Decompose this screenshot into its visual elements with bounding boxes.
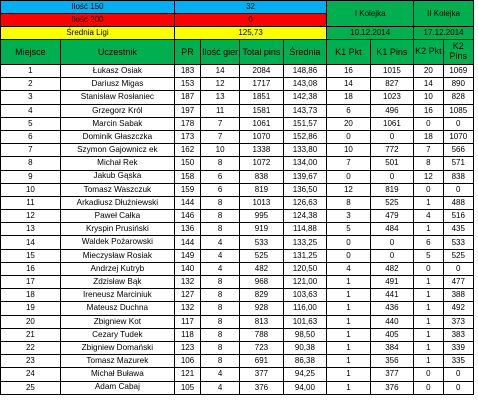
k1-points-cell: 14 [327,78,370,91]
participant-cell: Dominik Głaszczka [60,130,174,143]
k1-points-cell: 1 [327,355,370,368]
total-pins-cell: 1717 [240,78,283,91]
place-cell: 21 [1,328,61,341]
col-header-k1-pins: K1 Pins [370,40,413,65]
k2-points-cell: 20 [414,65,443,78]
table-row [1,249,474,262]
total-pins-cell: 788 [240,328,283,341]
place-cell: 17 [1,276,61,289]
pr-cell: 132 [174,276,200,289]
k1-points-cell: 1 [327,381,370,394]
place-cell: 4 [1,104,61,117]
average-cell: 143,08 [283,78,327,91]
table-row [1,341,474,354]
participant-cell: Mateusz Duchna [60,302,174,315]
total-pins-cell: 995 [240,210,283,223]
total-pins-cell: 829 [240,289,283,302]
k2-points-cell: 12 [414,170,443,183]
average-cell: 148,86 [283,65,327,78]
total-pins-cell: 838 [240,170,283,183]
games-cell: 4 [201,368,240,381]
k1-points-cell: 1 [327,302,370,315]
col-header-k1-points: K1 Pkt [327,40,370,65]
k1-pins-cell: 491 [370,276,413,289]
k1-pins-cell: 819 [370,183,413,196]
average-cell: 114,88 [283,223,327,236]
average-cell: 136,50 [283,183,327,196]
k2-pins-cell: 383 [443,328,474,341]
k2-pins-cell: 0 [443,381,474,394]
k1-pins-cell: 484 [370,223,413,236]
k2-points-cell: 1 [414,341,443,354]
total-pins-cell: 376 [240,381,283,394]
k2-points-cell: 0 [414,368,443,381]
k1-points-cell: 0 [327,249,370,262]
k2-points-cell: 1 [414,302,443,315]
pr-cell: 187 [174,91,200,104]
total-pins-cell: 1070 [240,130,283,143]
average-cell: 143,73 [283,104,327,117]
pr-cell: 140 [174,262,200,275]
table-row [1,223,474,236]
k2-pins-cell: 525 [443,249,474,262]
place-cell: 11 [1,196,61,209]
col-header-total-pins: Total pins [240,40,283,65]
games-cell: 8 [201,289,240,302]
games-cell: 8 [201,302,240,315]
k1-points-cell: 18 [327,91,370,104]
games-cell: 4 [201,381,240,394]
k1-points-cell: 1 [327,289,370,302]
col-header-place: Miejsce [1,40,61,65]
games-cell: 14 [201,65,240,78]
place-cell: 10 [1,183,61,196]
round-2-date: 17.12.2014 [414,27,474,40]
games-cell: 10 [201,144,240,157]
k1-pins-cell: 377 [370,368,413,381]
k2-pins-cell: 1070 [443,130,474,143]
table-row [1,91,474,104]
average-cell: 116,00 [283,302,327,315]
place-cell: 18 [1,289,61,302]
participant-cell: Zdzisław Bąk [60,276,174,289]
k2-pins-cell: 0 [443,183,474,196]
participant-cell: Zbigniew Kot [60,315,174,328]
total-pins-cell: 813 [240,315,283,328]
total-pins-cell: 1851 [240,91,283,104]
pr-cell: 150 [174,157,200,170]
league-average-label: Średnia Ligi [1,27,175,40]
k2-points-cell: 1 [414,315,443,328]
k2-pins-cell: 0 [443,262,474,275]
k1-pins-cell: 356 [370,355,413,368]
col-header-games: Ilość gier [201,40,240,65]
k2-points-cell: 1 [414,328,443,341]
round-2-title: II Kolejka [414,1,474,27]
k1-pins-cell: 376 [370,381,413,394]
games-cell: 12 [201,78,240,91]
total-pins-cell: 819 [240,183,283,196]
k2-pins-cell: 477 [443,276,474,289]
k1-points-cell: 0 [327,236,370,249]
k1-points-cell: 4 [327,262,370,275]
count-200-value: 0 [174,14,326,27]
k1-points-cell: 1 [327,315,370,328]
average-cell: 124,38 [283,210,327,223]
k2-pins-cell: 388 [443,289,474,302]
k1-pins-cell: 482 [370,262,413,275]
pr-cell: 162 [174,144,200,157]
average-cell: 120,50 [283,262,327,275]
k1-pins-cell: 1015 [370,65,413,78]
place-cell: 19 [1,302,61,315]
pr-cell: 159 [174,183,200,196]
games-cell: 11 [201,104,240,117]
games-cell: 8 [201,341,240,354]
pr-cell: 146 [174,210,200,223]
average-cell: 152,86 [283,130,327,143]
k1-pins-cell: 827 [370,78,413,91]
k2-pins-cell: 571 [443,157,474,170]
total-pins-cell: 723 [240,341,283,354]
k1-pins-cell: 525 [370,196,413,209]
average-cell: 103,63 [283,289,327,302]
k2-pins-cell: 335 [443,355,474,368]
k1-pins-cell: 384 [370,341,413,354]
k1-pins-cell: 440 [370,315,413,328]
k1-pins-cell: 0 [370,130,413,143]
k2-points-cell: 10 [414,91,443,104]
average-cell: 94,25 [283,368,327,381]
k1-points-cell: 1 [327,328,370,341]
k1-pins-cell: 436 [370,302,413,315]
place-cell: 8 [1,157,61,170]
k1-points-cell: 5 [327,223,370,236]
k1-pins-cell: 772 [370,144,413,157]
league-average-value: 125,73 [174,27,326,40]
k1-points-cell: 1 [327,276,370,289]
participant-cell: Michał Rek [60,157,174,170]
pr-cell: 136 [174,223,200,236]
games-cell: 8 [201,157,240,170]
table-row [1,328,474,341]
total-pins-cell: 1338 [240,144,283,157]
k2-points-cell: 1 [414,276,443,289]
col-header-k2-points: K2 Pkt [414,40,443,65]
place-cell: 7 [1,144,61,157]
table-row [1,289,474,302]
k2-points-cell: 16 [414,104,443,117]
col-header-participant: Uczestnik [60,40,174,65]
participant-cell: Adam Cabaj [60,381,174,394]
participant-cell: Kryspin Prusiński [60,223,174,236]
average-cell: 142,38 [283,91,327,104]
place-cell: 9 [1,170,61,183]
place-cell: 16 [1,262,61,275]
pr-cell: 118 [174,328,200,341]
pr-cell: 127 [174,289,200,302]
participant-cell: Dariusz Migas [60,78,174,91]
k1-points-cell: 10 [327,144,370,157]
k2-points-cell: 6 [414,236,443,249]
participant-cell: Waldek Pożarowski [60,236,174,249]
participant-cell: Łukasz Osiak [60,65,174,78]
games-cell: 6 [201,170,240,183]
games-cell: 7 [201,117,240,130]
games-cell: 4 [201,249,240,262]
average-cell: 101,63 [283,315,327,328]
col-header-average: Średnia [283,40,327,65]
participant-cell: Tomasz Waszczuk [60,183,174,196]
k2-pins-cell: 0 [443,117,474,130]
table-row [1,117,474,130]
table-row [1,276,474,289]
total-pins-cell: 377 [240,368,283,381]
table-row [1,236,474,249]
place-cell: 20 [1,315,61,328]
place-cell: 24 [1,368,61,381]
table-row [1,170,474,183]
average-cell: 134,00 [283,157,327,170]
total-pins-cell: 1072 [240,157,283,170]
total-pins-cell: 691 [240,355,283,368]
k2-pins-cell: 890 [443,78,474,91]
k1-pins-cell: 496 [370,104,413,117]
participant-cell: Zbigniew Domański [60,341,174,354]
table-row [1,315,474,328]
k2-pins-cell: 492 [443,302,474,315]
average-cell: 139,67 [283,170,327,183]
k1-pins-cell: 0 [370,170,413,183]
k2-pins-cell: 1069 [443,65,474,78]
pr-cell: 117 [174,315,200,328]
table-row [1,368,474,381]
games-cell: 4 [201,236,240,249]
k2-pins-cell: 339 [443,341,474,354]
k2-points-cell: 1 [414,289,443,302]
table-row [1,196,474,209]
k2-points-cell: 1 [414,223,443,236]
table-row [1,355,474,368]
k2-pins-cell: 488 [443,196,474,209]
games-cell: 8 [201,196,240,209]
games-cell: 13 [201,91,240,104]
k1-points-cell: 8 [327,196,370,209]
place-cell: 6 [1,130,61,143]
k1-points-cell: 1 [327,341,370,354]
k2-points-cell: 5 [414,249,443,262]
k2-points-cell: 0 [414,117,443,130]
games-cell: 6 [201,183,240,196]
total-pins-cell: 525 [240,249,283,262]
k1-pins-cell: 405 [370,328,413,341]
k1-pins-cell: 501 [370,157,413,170]
average-cell: 151,57 [283,117,327,130]
count-150-value: 32 [174,1,326,14]
k1-points-cell: 1 [327,368,370,381]
participant-cell: Stanisław Rosłaniec [60,91,174,104]
total-pins-cell: 968 [240,276,283,289]
k2-points-cell: 14 [414,78,443,91]
k1-points-cell: 3 [327,210,370,223]
count-150-label: Ilość 150 [1,1,175,14]
participant-cell: Andrzej Kutryb [60,262,174,275]
pr-cell: 178 [174,117,200,130]
pr-cell: 105 [174,381,200,394]
k1-points-cell: 16 [327,65,370,78]
average-cell: 126,63 [283,196,327,209]
total-pins-cell: 1061 [240,117,283,130]
pr-cell: 106 [174,355,200,368]
k2-pins-cell: 373 [443,315,474,328]
average-cell: 133,80 [283,144,327,157]
total-pins-cell: 482 [240,262,283,275]
k2-pins-cell: 828 [443,91,474,104]
k1-pins-cell: 441 [370,289,413,302]
table-row [1,183,474,196]
games-cell: 8 [201,276,240,289]
k2-pins-cell: 516 [443,210,474,223]
k2-pins-cell: 566 [443,144,474,157]
k2-pins-cell: 1085 [443,104,474,117]
participant-cell: Michał Buława [60,368,174,381]
place-cell: 3 [1,91,61,104]
pr-cell: 144 [174,196,200,209]
k2-points-cell: 0 [414,262,443,275]
col-header-pr: PR [174,40,200,65]
table-row [1,104,474,117]
k1-pins-cell: 1061 [370,117,413,130]
k2-pins-cell: 533 [443,236,474,249]
average-cell: 98,50 [283,328,327,341]
place-cell: 12 [1,210,61,223]
games-cell: 8 [201,210,240,223]
games-cell: 8 [201,223,240,236]
pr-cell: 158 [174,170,200,183]
k1-points-cell: 20 [327,117,370,130]
pr-cell: 153 [174,78,200,91]
col-header-k2-pins: K2 Pins [443,40,474,65]
average-cell: 94,00 [283,381,327,394]
pr-cell: 132 [174,302,200,315]
k2-points-cell: 1 [414,196,443,209]
table-row [1,157,474,170]
total-pins-cell: 1581 [240,104,283,117]
games-cell: 8 [201,315,240,328]
place-cell: 22 [1,341,61,354]
round-1-date: 10.12.2014 [327,27,414,40]
k2-points-cell: 1 [414,355,443,368]
round-1-title: I Kolejka [327,1,414,27]
k2-pins-cell: 0 [443,368,474,381]
pr-cell: 121 [174,368,200,381]
k1-points-cell: 0 [327,170,370,183]
pr-cell: 123 [174,341,200,354]
place-cell: 15 [1,249,61,262]
place-cell: 13 [1,223,61,236]
participant-cell: Paweł Całka [60,210,174,223]
table-row [1,381,474,394]
average-cell: 121,00 [283,276,327,289]
k1-pins-cell: 1023 [370,91,413,104]
k1-points-cell: 12 [327,183,370,196]
total-pins-cell: 533 [240,236,283,249]
count-200-label: Ilość 200 [1,14,175,27]
place-cell: 2 [1,78,61,91]
k1-points-cell: 0 [327,130,370,143]
average-cell: 90,38 [283,341,327,354]
k1-pins-cell: 0 [370,236,413,249]
k2-points-cell: 18 [414,130,443,143]
participant-cell: Szymon Gajownicz ek [60,144,174,157]
k2-points-cell: 4 [414,210,443,223]
pr-cell: 183 [174,65,200,78]
place-cell: 5 [1,117,61,130]
table-row [1,210,474,223]
table-row [1,78,474,91]
average-cell: 133,25 [283,236,327,249]
k1-points-cell: 7 [327,157,370,170]
k1-pins-cell: 479 [370,210,413,223]
table-row [1,302,474,315]
k1-points-cell: 6 [327,104,370,117]
pr-cell: 149 [174,249,200,262]
k2-points-cell: 0 [414,183,443,196]
participant-cell: Jakub Gąska [60,170,174,183]
table-row [1,144,474,157]
place-cell: 23 [1,355,61,368]
k2-points-cell: 8 [414,157,443,170]
average-cell: 86,38 [283,355,327,368]
total-pins-cell: 2084 [240,65,283,78]
k2-points-cell: 0 [414,381,443,394]
participant-cell: Mieczysław Rosiak [60,249,174,262]
place-cell: 1 [1,65,61,78]
total-pins-cell: 919 [240,223,283,236]
games-cell: 8 [201,328,240,341]
participant-cell: Ireneusz Marciniuk [60,289,174,302]
table-row [1,65,474,78]
games-cell: 7 [201,130,240,143]
participant-cell: Cezary Tudek [60,328,174,341]
k2-pins-cell: 435 [443,223,474,236]
table-row [1,130,474,143]
pr-cell: 197 [174,104,200,117]
place-cell: 25 [1,381,61,394]
games-cell: 8 [201,355,240,368]
k2-points-cell: 7 [414,144,443,157]
place-cell: 14 [1,236,61,249]
total-pins-cell: 928 [240,302,283,315]
average-cell: 131,25 [283,249,327,262]
participant-cell: Grzegorz Król [60,104,174,117]
participant-cell: Marcin Sabak [60,117,174,130]
pr-cell: 144 [174,236,200,249]
k2-pins-cell: 838 [443,170,474,183]
games-cell: 4 [201,262,240,275]
total-pins-cell: 1013 [240,196,283,209]
table-row [1,262,474,275]
k1-pins-cell: 0 [370,249,413,262]
participant-cell: Tomasz Mazurek [60,355,174,368]
participant-cell: Arkadiusz Dłużniewski [60,196,174,209]
pr-cell: 173 [174,130,200,143]
